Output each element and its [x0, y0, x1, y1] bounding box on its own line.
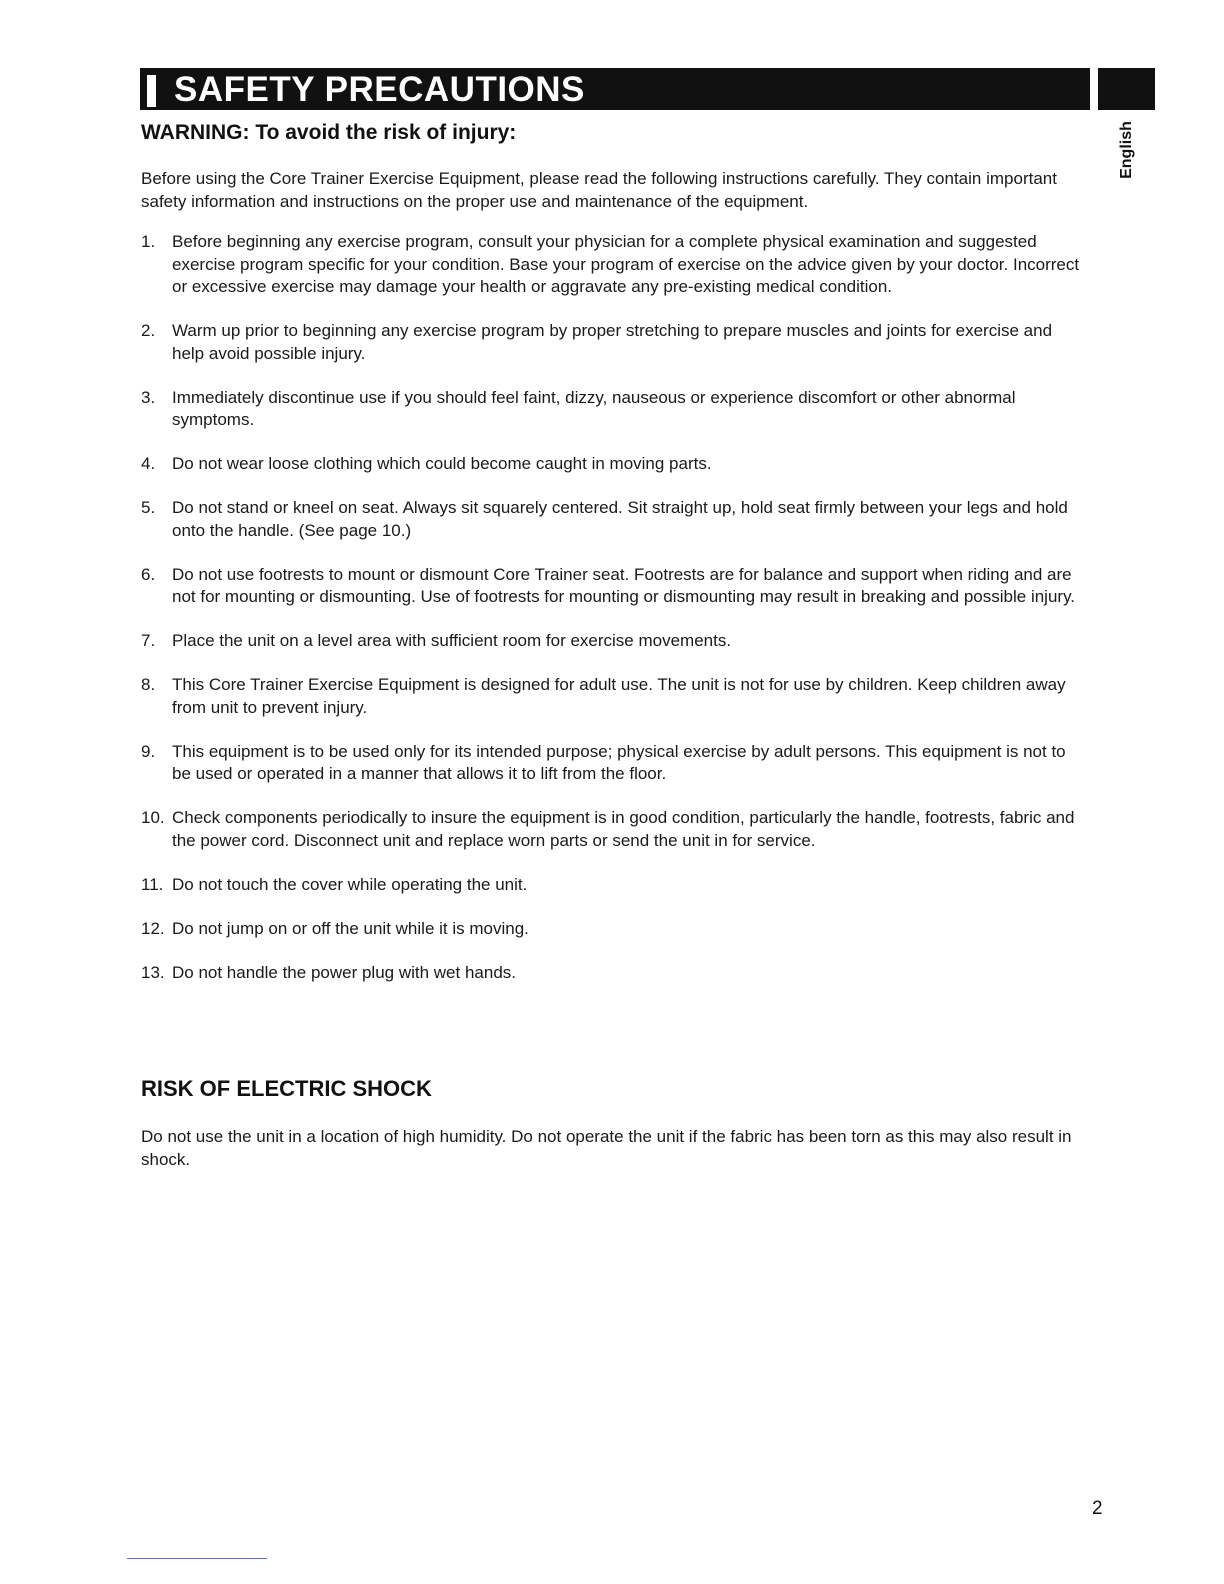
item-text: This equipment is to be used only for its intended purpose; physical exercise by adult persons. This equipment is not to be used or operated in a manner that allows it to lift from the floor.: [172, 741, 1066, 783]
language-tab-marker: [1098, 68, 1155, 110]
footer-rule: [127, 1558, 267, 1559]
item-text: Do not stand or kneel on seat. Always sit squarely centered. Sit straight up, hold seat firmly between your legs and hold onto the handle. (See page 10.): [172, 498, 1068, 540]
list-item: [141, 807, 1086, 852]
item-number: 6.: [141, 564, 156, 584]
page-title: SAFETY PRECAUTIONS: [174, 70, 585, 109]
list-item: [141, 231, 1086, 299]
page-number: 2: [1092, 1498, 1103, 1519]
safety-instructions-list: [141, 231, 1086, 1006]
item-text: Do not use footrests to mount or dismount Core Trainer seat. Footrests are for balance and support when riding and are not for mounting or dismounting. Use of footrests for mounting or dismounting may result in breaking and possible injury.: [172, 564, 1076, 606]
list-item: [141, 918, 1086, 941]
item-number: 3.: [141, 387, 156, 407]
item-number: 5.: [141, 498, 156, 517]
list-item: [141, 453, 1086, 476]
list-item: [141, 630, 1086, 653]
electric-shock-paragraph: Do not use the unit in a location of high humidity. Do not operate the unit if the fabric has been torn as this may also result in shock.: [141, 1127, 1072, 1169]
list-item: [141, 564, 1086, 609]
item-text: Immediately discontinue use if you should feel faint, dizzy, nauseous or experience discomfort or other abnormal symptoms.: [172, 387, 1016, 429]
item-number: 13.: [141, 962, 165, 982]
item-number: 7.: [141, 631, 156, 650]
list-item: [141, 874, 1086, 897]
item-number: 8.: [141, 675, 156, 694]
section-header-bar: [140, 68, 1090, 110]
item-text: Before beginning any exercise program, consult your physician for a complete physical examination and suggested exercise program specific for your condition. Base your program of exercise on the advice given by your doctor. Incorrect or excessive exercise may damage your health or aggravate any pre-existing medical condition.: [172, 232, 1080, 296]
electric-shock-heading: RISK OF ELECTRIC SHOCK: [141, 1076, 432, 1101]
list-item: [141, 741, 1086, 786]
item-text: Do not touch the cover while operating the unit.: [172, 874, 528, 894]
header-marker: [147, 75, 156, 107]
item-number: 1.: [141, 232, 156, 251]
list-item: [141, 387, 1086, 432]
item-text: Do not jump on or off the unit while it is moving.: [172, 918, 529, 938]
list-item: [141, 962, 1086, 985]
item-text: Check components periodically to insure the equipment is in good condition, particularly the handle, footrests, fabric and the power cord. Disconnect unit and replace worn parts or send the unit in for service.: [172, 808, 1075, 850]
list-item: [141, 320, 1086, 365]
item-text: Warm up prior to beginning any exercise program by proper stretching to prepare muscles and joints for exercise and help avoid possible injury.: [172, 321, 1053, 363]
list-item: [141, 674, 1086, 719]
item-text: Place the unit on a level area with sufficient room for exercise movements.: [172, 631, 732, 650]
item-number: 9.: [141, 741, 156, 761]
warning-heading: WARNING: To avoid the risk of injury:: [141, 121, 517, 144]
item-text: Do not handle the power plug with wet hands.: [172, 962, 517, 982]
item-number: 11.: [141, 874, 164, 894]
list-item: [141, 497, 1086, 542]
item-text: This Core Trainer Exercise Equipment is designed for adult use. The unit is not for use by children. Keep children away from unit to prevent injury.: [172, 675, 1066, 717]
item-number: 4.: [141, 454, 156, 473]
language-tab-label: English: [1118, 121, 1135, 179]
item-number: 12.: [141, 918, 165, 938]
item-text: Do not wear loose clothing which could become caught in moving parts.: [172, 454, 712, 473]
intro-paragraph: Before using the Core Trainer Exercise Equipment, please read the following instructions carefully. They contain important safety information and instructions on the proper use and maintenance of the equipment.: [141, 169, 1057, 211]
item-number: 10.: [141, 808, 165, 827]
item-number: 2.: [141, 321, 156, 340]
